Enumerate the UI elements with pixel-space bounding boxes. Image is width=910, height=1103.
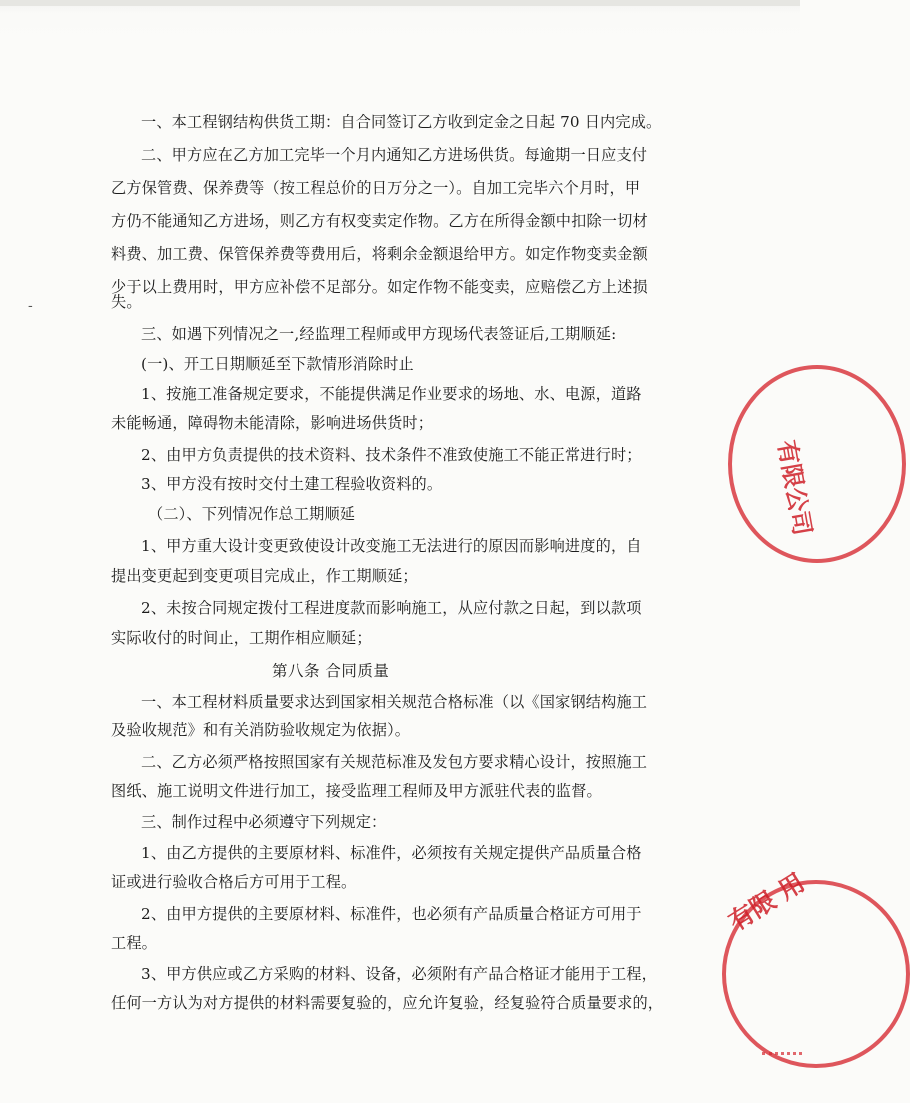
text-line: 证或进行验收合格后方可用于工程。 <box>111 873 357 891</box>
text-line: 3、甲方没有按时交付土建工程验收资料的。 <box>141 475 443 493</box>
text-line: （二）、下列情况作总工期顺延 <box>148 505 356 523</box>
text-line: 任何一方认为对方提供的材料需要复验的，应允许复验，经复验符合质量要求的， <box>111 994 664 1012</box>
text-line: 1、甲方重大设计变更致使设计改变施工无法进行的原因而影响进度的，自 <box>141 537 642 555</box>
text-line: 料费、加工费、保管保养费等费用后，将剩余金额退给甲方。如定作物变卖金额 <box>111 245 648 263</box>
text-line: 二、甲方应在乙方加工完毕一个月内通知乙方进场供货。每逾期一日应支付 <box>141 146 648 164</box>
text-line: 提出变更起到变更项目完成止，作工期顺延； <box>111 567 418 585</box>
stamp-text: 有限 用 <box>723 867 810 937</box>
text-line: 失。 <box>111 293 142 311</box>
text-line: 三、如遇下列情况之一,经监理工程师或甲方现场代表签证后,工期顺延: <box>141 325 617 343</box>
section-heading: 第八条 合同质量 <box>272 662 390 680</box>
text-line: 3、甲方供应或乙方采购的材料、设备，必须附有产品合格证才能用于工程， <box>141 965 657 983</box>
text-line: 少于以上费用时，甲方应补偿不足部分。如定作物不能变卖，应赔偿乙方上述损 <box>111 278 648 296</box>
text-line: 方仍不能通知乙方进场，则乙方有权变卖定作物。乙方在所得金额中扣除一切材 <box>111 212 648 230</box>
text-line: 未能畅通，障碍物未能清除，影响进场供货时； <box>111 414 434 432</box>
text-line: 一、本工程材料质量要求达到国家相关规范合格标准（以《国家钢结构施工 <box>141 693 648 711</box>
text-line: 1、由乙方提供的主要原材料、标准件，必须按有关规定提供产品质量合格 <box>141 844 642 862</box>
text-line: 2、未按合同规定拨付工程进度款而影响施工，从应付款之日起，到以款项 <box>141 599 642 617</box>
text-line: 工程。 <box>111 934 158 952</box>
stamp-text: 有限公司 <box>772 438 817 538</box>
text-line: 2、由甲方负责提供的技术资料、技术条件不准致使施工不能正常进行时； <box>141 446 642 464</box>
scan-edge <box>0 0 800 6</box>
text-line: 及验收规范》和有关消防验收规定为依据）。 <box>111 721 411 739</box>
stamp-ring <box>728 365 906 563</box>
text-line: 乙方保管费、保养费等（按工程总价的日万分之一）。自加工完毕六个月时，甲 <box>111 179 641 197</box>
company-stamp-bottom <box>718 867 810 1060</box>
text-line: 实际收付的时间止，工期作相应顺延； <box>111 629 372 647</box>
text-line: 三、制作过程中必须遵守下列规定： <box>141 813 387 831</box>
margin-mark: - <box>28 298 33 314</box>
text-line: (一)、开工日期顺延至下款情形消除时止 <box>141 355 414 373</box>
stamp-dots <box>762 1030 802 1055</box>
text-line: 二、乙方必须严格按照国家有关规范标准及发包方要求精心设计，按照施工 <box>141 753 648 771</box>
text-line: 1、按施工准备规定要求，不能提供满足作业要求的场地、水、电源，道路 <box>141 385 642 403</box>
text-line: 一、本工程钢结构供货工期：自合同签订乙方收到定金之日起 70 日内完成。 <box>141 113 662 131</box>
company-stamp-top <box>728 365 817 555</box>
text-line: 2、由甲方提供的主要原材料、标准件，也必须有产品质量合格证方可用于 <box>141 905 642 923</box>
text-line: 图纸、施工说明文件进行加工，接受监理工程师及甲方派驻代表的监督。 <box>111 782 602 800</box>
